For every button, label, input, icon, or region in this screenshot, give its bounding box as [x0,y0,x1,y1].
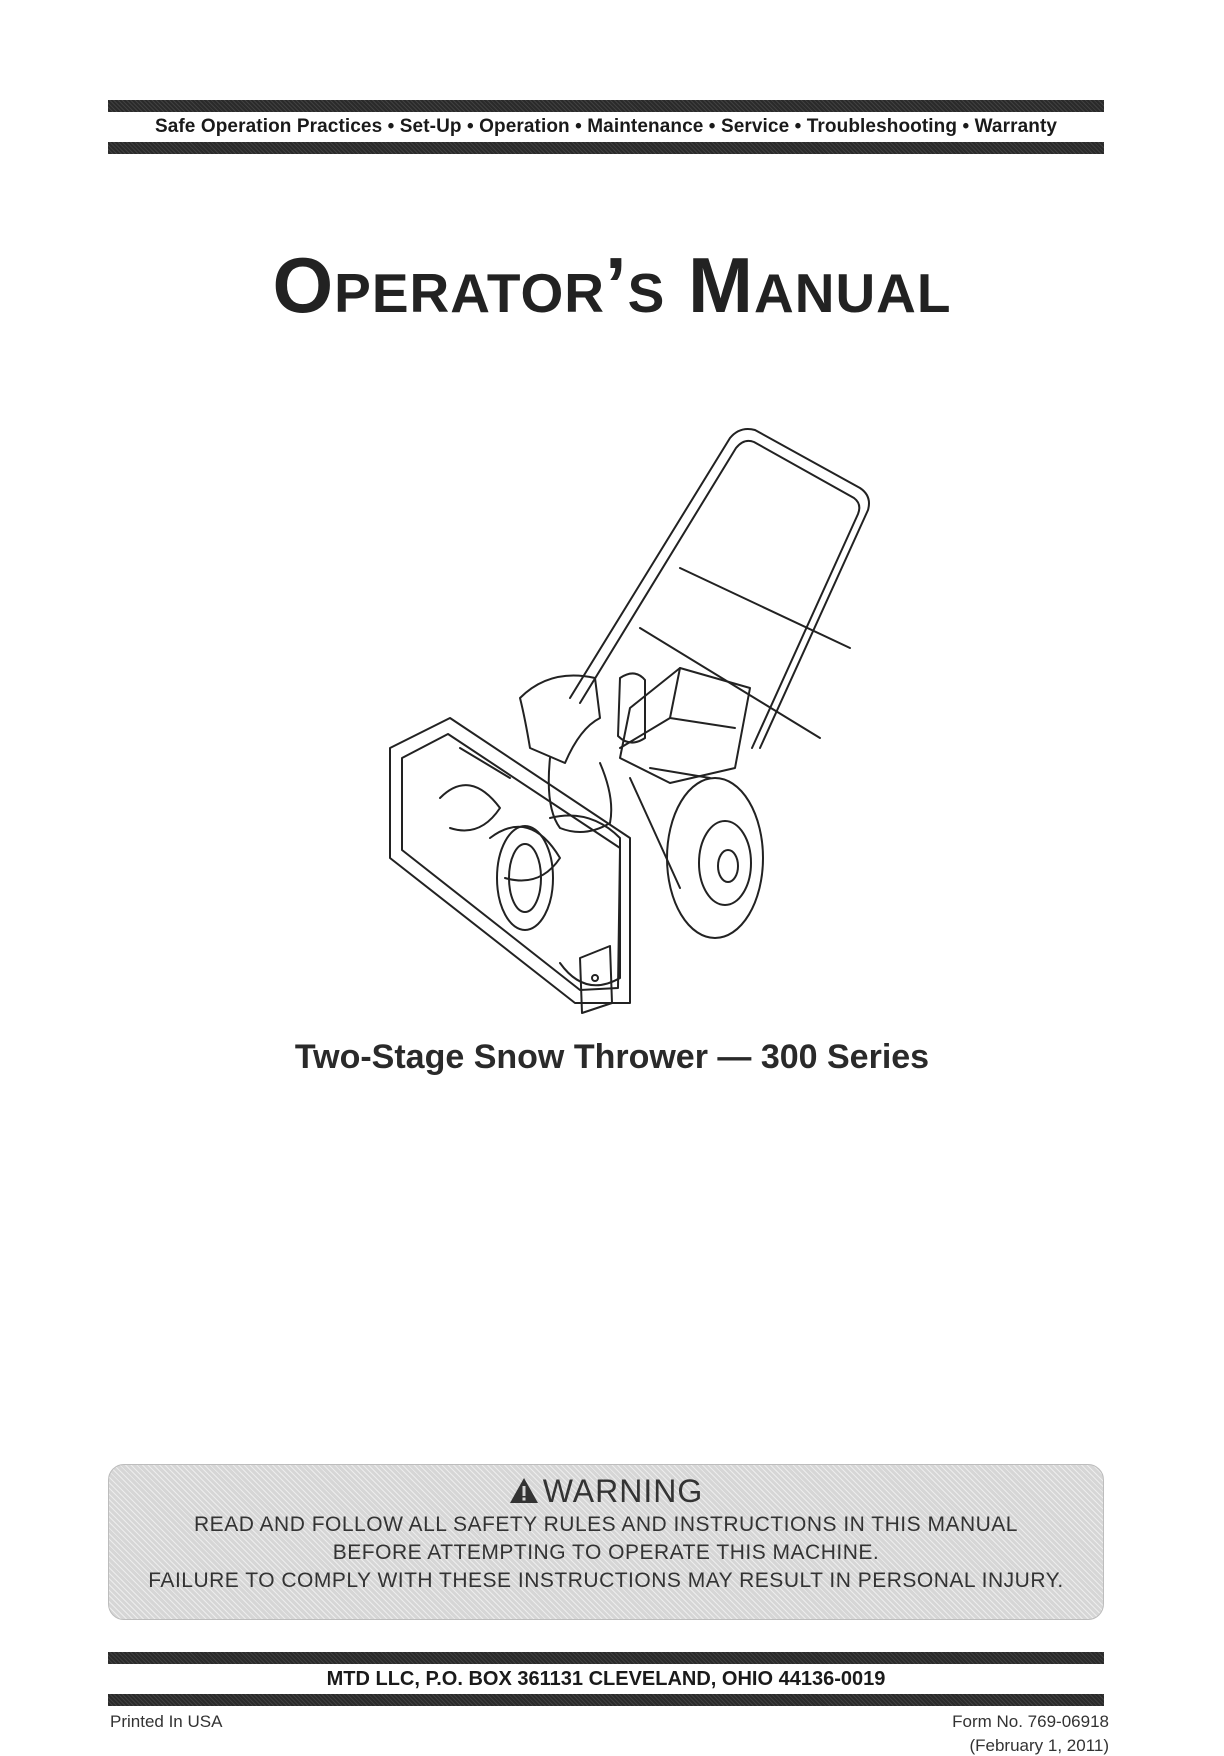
warning-heading [109,1471,1103,1511]
bottom-rule-lower [108,1694,1104,1706]
company-address: MTD LLC, P.O. BOX 361131 CLEVELAND, OHIO 44136-0019 [326,1668,886,1690]
form-date: (February 1, 2011) [969,1736,1109,1755]
form-number: Form No. 769-06918 [952,1712,1109,1731]
top-rule-lower [108,142,1104,154]
warning-line: FAILURE TO COMPLY WITH THESE INSTRUCTIONS MAY RESULT IN PERSONAL INJURY. [148,1569,1064,1592]
bottom-rule [108,1652,1104,1664]
section-list: Safe Operation Practices • Set-Up • Operation • Maintenance • Service • Troubleshooting • Warranty [154,116,1058,137]
warning-box [108,1464,1104,1620]
product-subtitle: Two-Stage Snow Thrower — 300 Series [294,1038,930,1076]
warning-triangle-icon [509,1477,539,1504]
top-rule [108,100,1104,112]
printed-in: Printed In USA [110,1712,223,1731]
warning-line: READ AND FOLLOW ALL SAFETY RULES AND INSTRUCTIONS IN THIS MANUAL [194,1513,1018,1536]
warning-line: BEFORE ATTEMPTING TO OPERATE THIS MACHINE. [332,1541,880,1564]
page-title: Operator’s Manual [272,241,952,329]
warning-heading-text: WARNING [542,1473,704,1509]
snow-thrower-illustration [380,418,900,1018]
